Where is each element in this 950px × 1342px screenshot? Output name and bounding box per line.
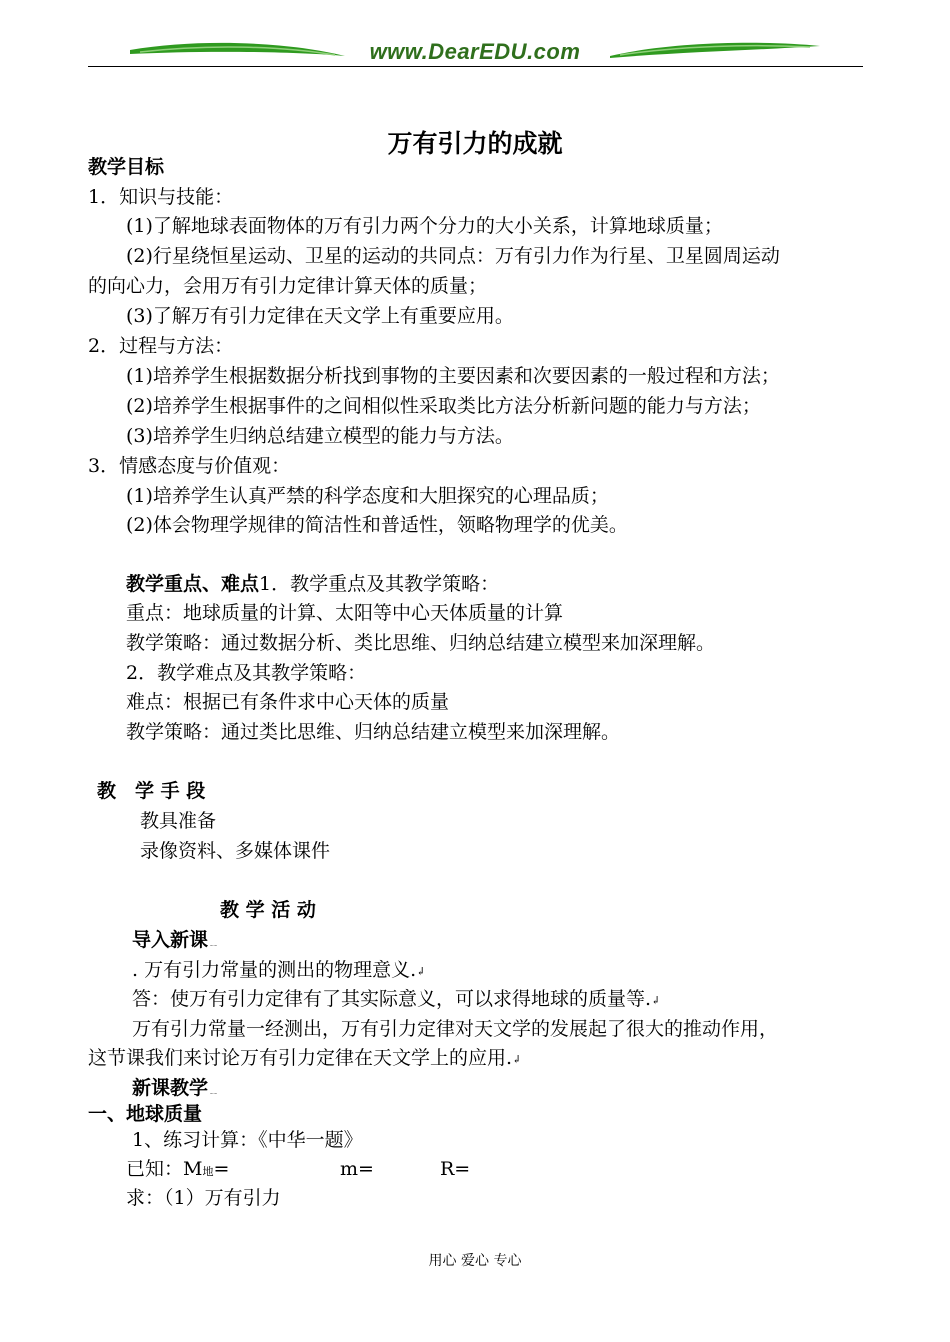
intro-heading-line bbox=[132, 928, 219, 954]
intro-paragraph-2-line bbox=[88, 1046, 521, 1072]
page-footer: 用心 爱心 专心 bbox=[428, 1253, 522, 1269]
heading-key-points: 教学重点、难点 bbox=[126, 573, 260, 595]
objective-3-2: (2)体会物理学规律的简洁性和普适性，领略物理学的优美。 bbox=[126, 514, 628, 536]
objective-3-1: (1)培养学生认真严禁的科学态度和大胆探究的心理品质； bbox=[126, 485, 609, 507]
key-point-2-b: 教学策略：通过类比思维、归纳总结建立模型来加深理解。 bbox=[126, 721, 621, 743]
intro-question-line bbox=[132, 958, 425, 984]
intro-answer: 答：使万有引力定律有了其实际意义，可以求得地球的质量等. bbox=[132, 988, 652, 1010]
key-points-line bbox=[126, 572, 499, 596]
objective-3: 3．情感态度与价值观： bbox=[88, 455, 291, 477]
objective-2: 2．过程与方法： bbox=[88, 335, 234, 357]
page-title: 万有引力的成就 bbox=[387, 129, 563, 158]
given-line bbox=[126, 1157, 229, 1184]
heading-teaching-means: 教 学 手 段 bbox=[97, 780, 206, 802]
means-item-2: 录像资料、多媒体课件 bbox=[140, 840, 331, 862]
return-mark-icon: ↲ bbox=[512, 1053, 522, 1066]
heading-intro: 导入新课 bbox=[132, 929, 209, 951]
site-logo-text: www.DearEDU.com bbox=[369, 39, 581, 64]
objective-1-2b: 的向心力，会用万有引力定律计算天体的质量； bbox=[88, 275, 488, 297]
objective-2-2: (2)培养学生根据事件的之间相似性采取类比方法分析新问题的能力与方法； bbox=[126, 395, 761, 417]
return-mark-icon: ↲ bbox=[651, 994, 661, 1007]
key-point-1-b: 教学策略：通过数据分析、类比思维、归纳总结建立模型来加深理解。 bbox=[126, 632, 716, 654]
means-item-1: 教具准备 bbox=[140, 810, 217, 832]
objective-2-3: (3)培养学生归纳总结建立模型的能力与方法。 bbox=[126, 425, 514, 447]
ask-line: 求：（1）万有引力 bbox=[126, 1187, 281, 1209]
objective-1-2a: (2)行星绕恒星运动、卫星的运动的共同点：万有引力作为行星、卫星圆周运动 bbox=[126, 245, 780, 267]
key-point-2-a: 难点：根据已有条件求中心天体的质量 bbox=[126, 691, 450, 713]
intro-question: . 万有引力常量的测出的物理意义. bbox=[132, 959, 417, 981]
heading-section-1: 一、地球质量 bbox=[88, 1103, 203, 1125]
key-point-1-a: 重点：地球质量的计算、太阳等中心天体质量的计算 bbox=[126, 602, 564, 624]
page-header bbox=[0, 0, 950, 80]
exercise-1: 1、练习计算：《中华一题》 bbox=[132, 1129, 363, 1151]
intro-answer-line bbox=[132, 987, 660, 1013]
objective-1: 1．知识与技能： bbox=[88, 186, 234, 208]
paragraph-mark-icon: ﹎ bbox=[208, 1083, 220, 1096]
given-label: 已知：M bbox=[126, 1158, 203, 1180]
heading-objectives: 教学目标 bbox=[88, 156, 165, 178]
paragraph-mark-icon: ﹎ bbox=[208, 935, 220, 948]
new-lesson-heading-line bbox=[132, 1076, 219, 1102]
objective-1-3: (3)了解万有引力定律在天文学上有重要应用。 bbox=[126, 305, 514, 327]
objective-2-1: (1)培养学生根据数据分析找到事物的主要因素和次要因素的一般过程和方法； bbox=[126, 365, 780, 387]
objective-1-1: (1)了解地球表面物体的万有引力两个分力的大小关系，计算地球质量； bbox=[126, 215, 723, 237]
intro-paragraph-2: 这节课我们来讨论万有引力定律在天文学上的应用. bbox=[88, 1047, 513, 1069]
given-r: R= bbox=[440, 1158, 471, 1180]
given-subscript: 地 bbox=[202, 1165, 214, 1178]
heading-new-lesson: 新课教学 bbox=[132, 1077, 209, 1099]
heading-teaching-activity: 教 学 活 动 bbox=[220, 899, 316, 921]
key-point-2: 2．教学难点及其教学策略： bbox=[126, 662, 367, 684]
header-rule bbox=[88, 66, 863, 67]
given-equals: = bbox=[213, 1158, 230, 1180]
key-point-1: 1．教学重点及其教学策略： bbox=[259, 573, 500, 595]
intro-paragraph-1: 万有引力常量一经测出，万有引力定律对天文学的发展起了很大的推动作用， bbox=[132, 1018, 779, 1040]
return-mark-icon: ↲ bbox=[416, 965, 426, 978]
given-m: m= bbox=[340, 1158, 374, 1180]
